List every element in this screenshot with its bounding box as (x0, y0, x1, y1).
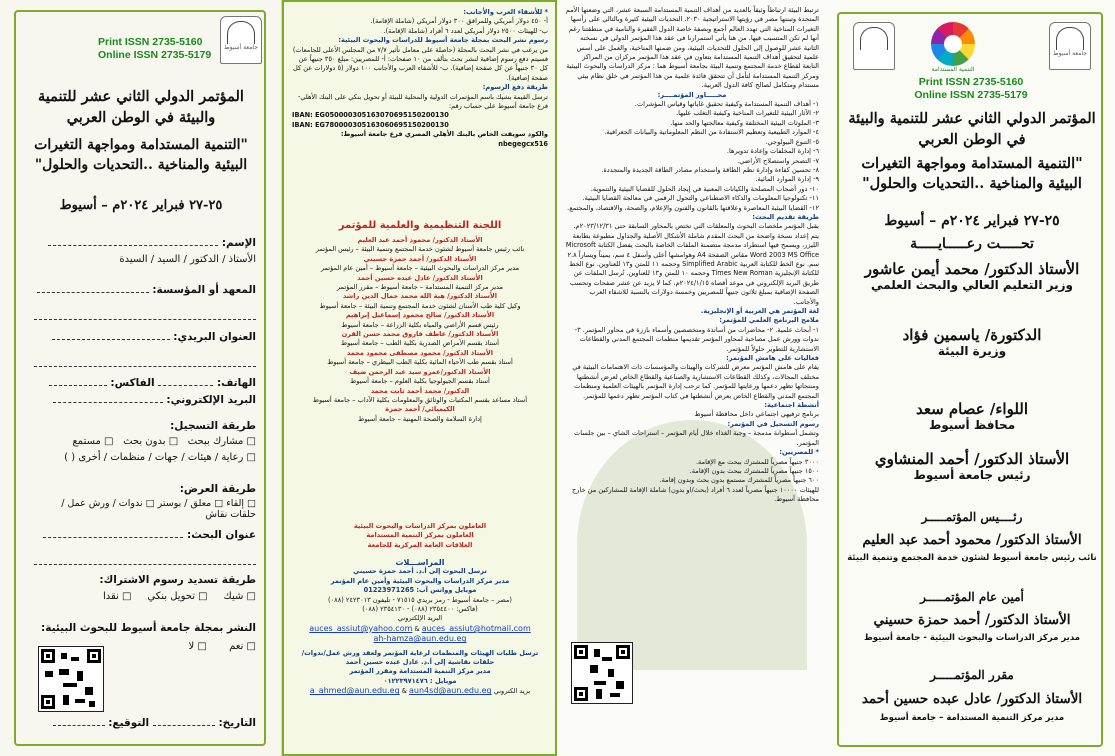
research-title-field[interactable] (43, 528, 183, 538)
secretary-role: مدير مركز الدراسات والبحوث البيئية - جامعة أسيوط (863, 633, 1080, 643)
signature-field[interactable] (53, 716, 105, 726)
social-text: برنامج ترفيهي اجتماعي داخل محافظة أسيوط (694, 410, 819, 419)
pay-opt-cheque[interactable]: □ شيك (223, 591, 256, 602)
axis-item: ١- أهداف التنمية المستدامة وكيفية تحقيق غاياتها وقياس المؤشرات. (634, 100, 819, 109)
committee-member-name: الأستاذ الدكتور/ محمود أحمد عبد العليم (357, 236, 483, 244)
sponsor-center: مدير مركز التنمية المستدامة ومقرر المؤتمر (349, 667, 491, 676)
date-signature-row (34, 716, 256, 729)
patron-role: رئيس جامعة أسيوط (913, 468, 1031, 482)
patron-name: الأستاذ الدكتور/ محمد أيمن عاشور (864, 260, 1080, 278)
issn-block (98, 36, 211, 62)
rapporteur-name: الأستاذ الدكتور/ عادل عبده حسين أحمد (861, 691, 1083, 707)
reg-opt-2[interactable]: □ بدون بحث (123, 436, 179, 447)
axis-item: ٤- الموارد الطبيعية وتعظيم الاستفادة من النظم المعلوماتية والبيانات الجغرافية. (604, 128, 819, 137)
reg-option-sponsor[interactable]: □ رعاية / هيئات / جهات / منظمات / أخرى ( ) (64, 452, 256, 463)
cover-issn (847, 76, 1095, 102)
committee-member-role: أستاذ مساعد بقسم المكتبات والوثائق والمعلومات بكلية الآداب – جامعة أسيوط (312, 395, 528, 404)
axes-list (565, 100, 819, 213)
reg-options (34, 436, 256, 447)
about-text-block (565, 6, 819, 505)
conference-theme: "التنمية المستدامة ومواجهة التغيرات البيئية والمناخية ..التحديات والحلول" (34, 137, 248, 173)
committee-member-name: الأستاذ الدكتور/عمرو سيد عبد الرحمن ضيف (349, 367, 491, 376)
president-name: الأستاذ الدكتور/ محمود أحمد عبد العليم (862, 532, 1082, 548)
assiut-university-logo-cover: جامعة أسيوط (1049, 22, 1091, 70)
correspondence-center: مدير مركز الدراسات والبحوث البيئية وأمين عام المؤتمر (330, 576, 510, 585)
committee-member-name: الأستاذ الدكتور/ أحمد حمزة حسيني (363, 254, 477, 263)
registration-form-panel (0, 0, 282, 756)
sponsor-emails: a_ahmed@aun.edu.eg & aun4sd@aun.edu.eg بريد الكتروني (309, 686, 531, 696)
committee-member-name: الأستاذ الدكتور/ محمود مصطفى محمود محمد (346, 348, 494, 357)
patron (841, 450, 1103, 482)
research-title-field-2[interactable] (34, 555, 256, 565)
staff-list (292, 522, 548, 550)
axis-item: ٩- إدارة الموارد المائية. (755, 175, 819, 184)
cover-conference-dates: ٢٥-٢٧ فبراير ٢٠٢٤م – أسيوط (884, 213, 1060, 229)
rapporteur-role: مدير مركز التنمية المستدامة – جامعة أسيوط (879, 713, 1065, 723)
iban-usd: IBAN: EG780000305163060695150200130 (292, 120, 449, 129)
arabs-fee-1: أ- ٤٥٠ دولار أمريكي وللمرافق ٣٠٠ دولار أمريكي (شاملة الإقامة). (370, 17, 548, 26)
iban-egp: IBAN: EG050000305163070695150200130 (292, 111, 449, 120)
fax-field[interactable] (49, 376, 107, 386)
committee-member-role: إدارة السلامة والصحة المهنية – جامعة أسيوط (358, 414, 482, 423)
phone-field[interactable] (158, 376, 213, 386)
cover-conference-theme: "التنمية المستدامة ومواجهة التغيرات البيئية والمناخية ..التحديات والحلول" (861, 155, 1083, 192)
assiut-university-logo-left (853, 22, 895, 70)
patron-name: الدكتورة/ ياسمين فؤاد (902, 326, 1042, 344)
egypt-fee-1: ٣٠٠٠ جنيهاً مصرياً للمشترك ببحث مع الإقامة. (695, 457, 819, 466)
correspondence-mobile: موبايل وواتس آب: 01223971265 (363, 586, 477, 595)
email-field[interactable] (53, 393, 163, 403)
sponsor-email-label: بريد الكتروني (493, 687, 531, 696)
activities-title: فعاليات على هامش المؤتمر: (726, 354, 819, 363)
committee-list (292, 236, 548, 424)
president-label: رئــــيس المؤتمـــــر (921, 510, 1023, 524)
postal-row (34, 330, 256, 367)
name-row (34, 236, 256, 249)
date-field[interactable] (153, 716, 215, 726)
committee-member-name: الدكتور/ محمد أحمد ثابت محمد (370, 386, 470, 395)
form-qr-code[interactable] (38, 646, 104, 712)
patron-role: محافظ أسيوط (928, 418, 1016, 432)
committee-member-role: مدير مركز الدراسات والبحوث البيئية – جامعة أسيوط – أمين عام المؤتمر (320, 264, 520, 273)
about-panel (557, 0, 827, 756)
assiut-university-logo: جامعة أسيوط (220, 16, 262, 64)
date-label: التاريخ: (218, 717, 256, 729)
reg-method-title: طريقة التسجيل: (170, 420, 256, 432)
committee-member-role: مدير مركز التنمية المستدامة – جامعة أسيوط – مقرر المؤتمر (336, 283, 504, 292)
fees-includes: وتشمل أسطوانة مدمجة – وجبة الغذاء خلال أيام المؤتمر – استراحات الشاي – بين جلسات المؤتمر. (574, 429, 819, 447)
phone-label: الهاتف: (216, 377, 256, 389)
correspondence-fax: (فاكس: ٢٣٥٤٤٠٠ (٠٨٨) - ٢٣٥٤١٣٠ (٠٨٨) (362, 605, 478, 614)
submission-title: طريقة تقديم البحث: (752, 212, 819, 221)
axis-item: ٨- تحسين كفاءة وإدارة نظم الطاقة واستخدام مصادر الطاقة الجديدة والمتجددة. (601, 165, 819, 174)
axis-item: ١٢- القضايا البيئية المعاصرة وعلاقتها بالقانون والفنون والإعلام، والصحة، والاقتصاد، والمجتمع. (567, 203, 819, 212)
axis-item: ١٠- دور أصحاب المصلحة والكيانات المعنية في إيجاد الحلول للقضايا البيئية والتنموية. (590, 184, 819, 193)
arabs-fee-2: ب- للهيئات ٢٥٠٠ دولار أمريكي لعدد ٦ أفراد (شاملة الإقامة). (383, 26, 548, 35)
cover-print-issn: Print ISSN 2735-5160 (918, 76, 1024, 88)
info-panel (282, 0, 557, 756)
phone-fax-row (34, 376, 256, 389)
axis-item: ٥- التنوع البيولوجي. (765, 137, 819, 146)
institute-field-2[interactable] (34, 310, 256, 320)
swift-code: والكود سويفت الخاص بالبنك الأهلي المصري فرع جامعة أسيوط: nbegegcx516 (340, 130, 548, 148)
center-logo-caption: التنمية المستدامة (931, 66, 975, 73)
journal-question: النشر بمجلة جامعة أسيوط للبحوث البيئية: (41, 622, 256, 634)
patron (841, 260, 1103, 292)
email-link-yahoo[interactable]: auces_assiut@yahoo.com (309, 623, 413, 633)
intro-text: ترتبط البيئة ارتباطاً وثيقاً بالعديد من أهداف التنمية المستدامة السبعة عشر، التي وضعتها الأمم المتحدة وتبنتها مصر في رؤيتها الاستراتيجية ٢٠٣٠. التحديات البيئية كثيرة وبالتالي على رأسها التغيرات المناخية التي تهدد العالم أجمع وبصفة خاصة الدول الفقيرة والنامية في منطقتنا رغم أنها لم تكن المتسبب فيها. من هنا يأتي استمرارنا في عقد هذا المؤتمر الدولي في نسخته الثانية عشر للوصول إلى الحلول للتحديات البيئية، ومن ضمنها المناخية، والعمل على أسس علمية لتحقيق أهداف التنمية المستدامة بتعاون في عقد هذا المؤتمر مركزان من المراكز التابعة لقطاع خدمة المجتمع وتنمية البيئة بجامعة أسيوط هما : مركز الدراسات والبحوث البيئية ومركز التنمية المستدامة لتأمل أن تتحقق فائدة علمية من هذا المؤتمر في خلق نظام بيئي مستدام ومتكامل لصالح كافة الدول العربية. (565, 6, 819, 90)
pay-options (34, 591, 256, 602)
sponsor-text: ترسل طلبات الهيئات والمنظمات لرعاية المؤتمر ولعقد ورش عمل/ندوات/حلقات نقاشية إلى أ.د. عادل عبده حسين أحمد (301, 648, 539, 667)
sponsor-email-1[interactable]: a_ahmed@aun.edu.eg (309, 686, 400, 696)
languages-text: لغة المؤتمر هي العربية أو الإنجليزية. (700, 307, 819, 315)
president-role: نائب رئيس جامعة أسيوط لشئون خدمة المجتمع وتنمية البيئة (847, 553, 1097, 563)
axis-item: ٦- إدارة المخلفات وإعادة تدويرها. (726, 147, 819, 156)
journal-fees-text: من يرغب في نشر البحث بالمجلة (حاصلة على معامل تأثير ٧/٧ من المجلس الأعلى للجامعات) فسيتم دفع رسوم إضافية لنشر بحث بتألف من ١٠ صفحات: أ- للمصريين: مبلغ ٣٥٠ جنيهاً عن كل ٣٠ جنيهاً عن كل صفحة إضافية). ب- للأشقاء العرب والأجانب ١٠٠ دولار (٥ دولارات عن كل صفحة إضافية). (292, 45, 548, 82)
secretary-label: أمين عام المؤتمـــــر (920, 590, 1024, 604)
egypt-fee-3: ٦٠٠ جنيهاً مصرياً للمشترك مستمع بدون بحث وبدون إقامة. (659, 476, 819, 485)
email-link-aun[interactable]: ah-hamza@aun.edu.eg (373, 634, 467, 644)
egypt-fee-4: للهيئات ١٠٠٠٠ جنيهاً مصرياً لعدد ٦ أفراد (بحث/او بدون) شاملة الإقامة للمشاركين من خارج محافظة أسيوط. (572, 485, 819, 504)
axes-title: محـــــاور المؤتمــــر: (657, 90, 727, 99)
program-text: ١- أبحاث علمية. ٢- محاضرات من أساتذة ومتخصصين وأسماء بارزة في محاور المؤتمر. ٣- ندوات وورش عمل مصاحبة لمحاور المؤتمر تقديمها منظمات المجتمع المدني والقطاعات الاستشارية للتطوير حلولاً للمؤتمر. (574, 325, 819, 353)
committee-member-role: نائب رئيس جامعة أسيوط لشئون خدمة المجتمع وتنمية البيئة – رئيس المؤتمر (315, 245, 525, 254)
patron (841, 326, 1103, 358)
patron-role: وزيرة البيئة (937, 344, 1007, 358)
fees-title: رسوم التسجيل في المؤتمر: (727, 419, 819, 428)
committee-title: اللجنة التنظيمية والعلمية للمؤتمر (338, 220, 502, 231)
postal-field[interactable] (52, 330, 170, 340)
online-issn: Online ISSN 2735-5179 (98, 49, 212, 61)
egypt-fee-2: ١٥٠٠ جنيهاً مصرياً للمشترك ببحث بدون الإقامة. (689, 466, 819, 475)
cover-conference-title: المؤتمر الدولي الثاني عشر للتنمية والبيئة في الوطن العربي (848, 110, 1096, 148)
institute-label: المعهد أو المؤسسة: (152, 284, 256, 296)
fax-label: الفاكس: (110, 377, 155, 389)
committee-member-role: رئيس قسم الأراضي والمياه بكلية الزراعة – جامعة أسيوط (341, 320, 499, 329)
institute-field[interactable] (37, 283, 149, 293)
postal-label: العنوان البريدي: (173, 331, 256, 343)
research-title-label: عنوان البحث: (187, 529, 256, 541)
research-title-row (34, 528, 256, 565)
email-row (34, 393, 256, 406)
title-options[interactable]: الأستاذ / الدكتور / السيد / السيدة (119, 254, 256, 265)
journal-opt-yes[interactable]: □ نعم (229, 641, 256, 652)
patron-name: الأستاذ الدكتور/ أحمد المنشاوي (874, 450, 1070, 468)
sponsor-mobile: موبايل : ٠١٢٢٣٩٧١٤٧٦ (383, 676, 457, 685)
pay-opt-transfer[interactable]: □ تحويل بنكي (147, 591, 208, 602)
patron-name: اللواء/ عصام سعد (915, 400, 1029, 418)
fees-arabs-block (292, 8, 548, 149)
committee-member-name: الأستاذ الدكتور/ عادل عبده حسين أحمد (357, 273, 483, 282)
secretary-name: الأستاذ الدكتور/ أحمد حمزة حسيني (873, 612, 1071, 628)
present-opt-3[interactable]: □ ندوات / ورش عمل / حلقات نقاش (61, 498, 256, 520)
about-qr-code[interactable] (571, 642, 633, 704)
axis-item: ٧- التصحر واستصلاح الأراضي. (737, 156, 819, 165)
pay-method-title: طريقة تسديد رسوم الاشتراك: (99, 574, 256, 586)
sustainable-development-logo (931, 22, 975, 66)
committee-member-name: الكيميائي/ أحمد حمزة (385, 405, 455, 414)
correspondence-address: (مصر – جامعة أسيوط - رمز بريدي ٧١٥١٥ - تليفون ٢٤٢٣٠١٣ (٠٨٨) (328, 595, 512, 604)
cover-panel (827, 0, 1115, 756)
social-title: أنشطة اجتماعية: (764, 401, 819, 410)
pay-opt-cash[interactable]: □ نقدا (102, 591, 132, 602)
patronage-label: تحـــــت رعـــــايـــــة (910, 236, 1034, 252)
axis-item: ٢- الآثار البيئية للتغيرات المناخية وكيفية التغلب عليها. (676, 109, 819, 118)
activities-text: يقام على هامش المؤتمر معرض للشركات والهيئات والمؤسسات ذات الاهتمامات البيئية في مختلف المجالات، وكذلك القطاعات الاستشارية والصناعية والقطاع الخاص لعرض أنشطتها ومنتجاتها تظهر دعمها ورعايتها للمؤتمر. كما ترحب إدارة المؤتمر بالهيئات العلمية ومنظمات المجتمع المدني والقطاع الخاص بعرض أنشطتها في كتاب المؤتمر تظهر دعمها للمؤتمر. (572, 363, 819, 400)
committee-member-role: أستاذ بقسم طب الأحياء المائية بكلية الطب البيطري – جامعة أسيوط (327, 358, 513, 367)
journal-fees-title: رسوم نشر البحث بمجلة جامعة أسيوط للدراسات والبحوث البيئية: (338, 36, 548, 45)
payment-title: طريقة دفع الرسوم: (482, 83, 548, 92)
reg-opt-1[interactable]: □ مشارك ببحث (187, 436, 256, 447)
print-issn: Print ISSN 2735-5160 (98, 36, 203, 48)
staff-3: العلاقات العامة المركزية للجامعة (367, 540, 473, 549)
name-label: الإسم: (221, 237, 256, 249)
email-label: البريد الإلكتروني (397, 614, 443, 623)
conference-dates: ٢٥-٢٧ فبراير ٢٠٢٤م – أسيوط (59, 198, 223, 213)
patron (841, 400, 1103, 432)
journal-options (120, 641, 256, 652)
postal-field-2[interactable] (34, 357, 256, 367)
committee-member-role: وكيل كلية طب الأسنان لشئون خدمة المجتمع وتنمية البيئة – جامعة أسيوط (319, 301, 521, 310)
cover-online-issn: Online ISSN 2735-5179 (914, 89, 1028, 101)
present-opt-2[interactable]: □ معلق / بوستر (157, 498, 224, 509)
email-links: auces_assiut@yahoo.com & auces_assiut@hotmail.com (309, 623, 531, 633)
egyptians-fees-title: * للمصريين: (779, 448, 819, 457)
payment-text: ترسل القيمة بشيك باسم المؤتمرات الدولية والمحلية للبيئة أو تحويل بنكي على البنك الأهلي- فرع جامعة أسيوط على حساب رقم: (297, 92, 548, 111)
axis-item: ١١- تكنولوجيا المعلومات والذكاء الاصطناعي والتحول الرقمي في معالجة القضايا البيئية. (582, 194, 819, 203)
institute-row (34, 283, 256, 320)
submission-text: يقبل المؤتمر ملخصات البحوث والمعلقات التي تختص بالمحاور السابقة حتى ٢٠٢٣/١٢/٣١م. يتم إعداد نسخة واضحة من البحث المقدم شاملة الأشكال الأصلية والجداول مطبوعة بطابعة الليزر، ويسمح فيها استطراد مدمجة متضمنة الملفات الخاصة بالبحث يفضل الكتابة Microsoft Word 2003 MS Office مقاس الصفحة A4 وهوامشها أعلى وأسفل ٤ سم، يميناً ويساراً ٢.٨ سم. نوع الخط للكتابة العربية Simplified Arabic وحجمه ١١ للمتن و١٣ للعناوين. نوع الخط للكتابة الإنجليزية Times New Roman وحجمه ١٠ للمتن و١٣ للعناوين. تُرسل الملفات عن طريق البريد الإلكتروني في موعد أقصاه ٢٠٢٤/١/١٥م، كما لا يزيد عن عشر صفحات وتحسب الصفحة الإضافية بمبلغ ثلاثون جنيهاً للمصريين وخمسة دولارات بالنسبة للاشقاء العرب والأجانب. (565, 222, 819, 306)
journal-opt-no[interactable]: □ لا (188, 641, 207, 652)
committee-member-role: أستاذ بقسم الأمراض الصدرية بكلية الطب – جامعة أسيوط (340, 339, 500, 348)
sponsor-email-2[interactable]: aun4sd@aun.edu.eg (409, 686, 492, 696)
conference-title: المؤتمر الدولي الثاني عشر للتنمية والبيئة في الوطن العربي (38, 88, 244, 126)
signature-label: التوقيع: (108, 717, 150, 729)
program-title: ملامح البرنامج العلمي للمؤتمر: (719, 316, 819, 325)
email-label: البريد الإلكتروني: (166, 394, 256, 406)
committee-member-role: أستاذ بقسم الجيولوجيا بكلية العلوم – جامعة أسيوط (350, 377, 490, 386)
reg-opt-3[interactable]: □ مستمع (72, 436, 114, 447)
correspondence-intro: ترسل البحوث إلى أ.د. أحمد حمزة حسيني (353, 567, 487, 576)
correspondence-block (292, 558, 548, 697)
staff-1: العاملون بمركز الدراسات والبحوث البيئية (353, 522, 487, 530)
committee-member-name: الأستاذ الدكتور/ صالح محمود إسماعيل إبراهيم (345, 311, 495, 320)
committee-member-name: الأستاذ الدكتور/ هبة الله محمد جمال الدين راشد (342, 292, 498, 301)
presentation-options (34, 498, 256, 520)
presentation-title: طريقة العرض: (179, 483, 256, 495)
present-opt-1[interactable]: □ إلقاء (226, 498, 256, 509)
arabs-fees-title: * للأشقاء العرب والأجانب: (463, 8, 548, 16)
axis-item: ٣- الملوثات البيئية المختلفة وكيفية معالجتها والحد منها. (670, 118, 819, 127)
egyptians-fees (565, 458, 819, 477)
committee-member-name: الأستاذ الدكتور/ عاطف فاروق محمد حسن القرن (341, 330, 499, 339)
email-link-hotmail[interactable]: auces_assiut@hotmail.com (421, 623, 531, 633)
correspondence-title: المراســـلات (395, 558, 445, 567)
name-field[interactable] (48, 236, 218, 246)
patron-role: وزير التعليم العالي والبحث العلمي (871, 278, 1073, 292)
rapporteur-label: مقرر المؤتمـــــر (930, 668, 1014, 682)
staff-2: العاملون بمركز التنمية المستدامة (366, 531, 474, 540)
